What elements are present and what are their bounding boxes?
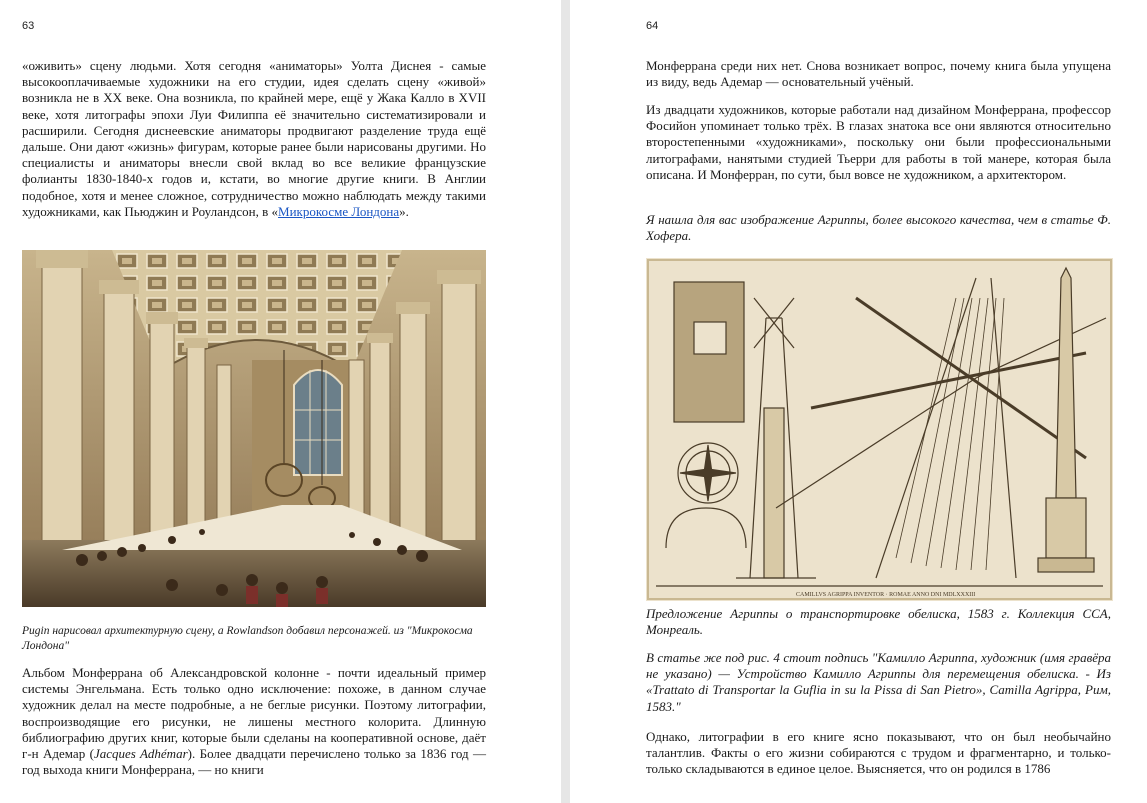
right-page	[570, 0, 1147, 803]
right-paragraph-2: Из двадцати художников, которые работали над дизайном Монферрана, профессор Фосийон упоминает только трёх. В глазах знатока все они являются относительно второстепенными «художниками», поскольку они были профессиональными литографами, нанятыми студией Тьерри для работы в той манере, которая была описана. И Монферран, по сути, был вовсе не художником, а архитектором.	[646, 102, 1111, 182]
engraving-caption: Предложение Агриппы о транспортировке обелиска, 1583 г. Коллекция CCA, Монреаль.	[646, 606, 1111, 638]
paragraph-text: «оживить» сцену людьми. Хотя сегодня «аниматоры» Уолта Диснея - самые высокооплачиваемые художники на его студии, идея сделать сцену «живой» возникла не в XX веке. Она возникла, по крайней мере, ещё у Жака Калло в XVII веке, хотя литографы эпохи Луи Филиппа её значительно систематизировали и расширили. Сегодня диснеевские аниматоры продвигают разделение труда ещё дальше. Они дают «жизнь» фигурам, которые ранее были нарисованы другими. Но специалисты и аниматоры внесли свой вклад во все великие французские фолианты 1830-1840-х годов и, кстати, во многие другие книги. В Англии подобное, хотя и менее сложное, сотрудничество можно наблюдать между такими художниками, как Пьюджин и Роуландсон, в «	[22, 58, 486, 219]
left-page	[0, 0, 561, 803]
interior-illustration	[22, 250, 486, 607]
left-paragraph-1	[22, 58, 486, 220]
right-paragraph-4-block	[646, 650, 1111, 715]
right-caption-block	[646, 606, 1111, 638]
right-paragraph-5: Однако, литографии в его книге ясно показывают, что он был необычайно талантлив. Факты о его жизни собираются с трудом и фрагментарно, и только-только складываются в единое целое. Выясняется, что он родился в 1786	[646, 729, 1111, 777]
right-paragraph-3: Я нашла для вас изображение Агриппы, более высокого качества, чем в статье Ф. Хофера.	[646, 212, 1111, 244]
interior-illustration-image	[22, 250, 486, 607]
paragraph-text-end: ). Более двадцати перечислено только за 1836 год — год выхода книги Монферрана, — но книги	[22, 746, 486, 778]
left-caption-block	[22, 624, 486, 654]
page-number: 63	[22, 20, 35, 32]
left-paragraph-1-block	[22, 58, 486, 220]
left-paragraph-2	[22, 665, 486, 778]
engraving-inscription: CAMILLVS AGRIPPA INVENTOR · ROMAE ANNO DNI MDLXXXIII	[796, 592, 976, 598]
right-paragraph-2-block	[646, 102, 1111, 183]
paragraph-text: Альбом Монферрана об Александровской колонне - почти идеальный пример системы Энгельмана. Есть только одно исключение: похоже, в данном случае художник делал на месте подробные, а не беглые рисунки. Поэтому литографии, воспроизводящие его рисунки, не лишены местного колорита. Длинную библиографию других книг, которые были сделаны на кооперативной основе, даёт г-н Адемар (	[22, 665, 486, 762]
right-paragraph-3-block	[646, 212, 1111, 244]
right-paragraph-1: Монферрана среди них нет. Снова возникает вопрос, почему книга была упущена из виду, ведь Адемар — основательный учёный.	[646, 58, 1111, 90]
adhemar-name: Jacques Adhémar	[93, 746, 188, 762]
left-paragraph-2-block	[22, 665, 486, 778]
right-paragraph-4: В статье же под рис. 4 стоит подпись "Камилло Агриппа, художник (имя гравёра не указано) — Устройство Камилло Агриппы для перемещения обелиска. - Из «Trattato di Transportar la Guflia in su la Pissa di San Pietro», Camilla Agrippa, Рим, 1583."	[646, 650, 1111, 714]
microcosm-link[interactable]: Микрокосме Лондона	[278, 203, 400, 219]
interior-figure-caption: Pugin нарисовал архитектурную сцену, а Rowlandson добавил персонажей. из "Микрокосма Лондона"	[22, 625, 473, 652]
obelisk-engraving-image	[646, 258, 1113, 601]
right-paragraph-5-block	[646, 729, 1111, 778]
right-paragraph-1-block	[646, 58, 1111, 90]
paragraph-text-end: ».	[399, 203, 409, 219]
obelisk-engraving	[646, 258, 1113, 601]
page-number: 64	[646, 20, 659, 32]
